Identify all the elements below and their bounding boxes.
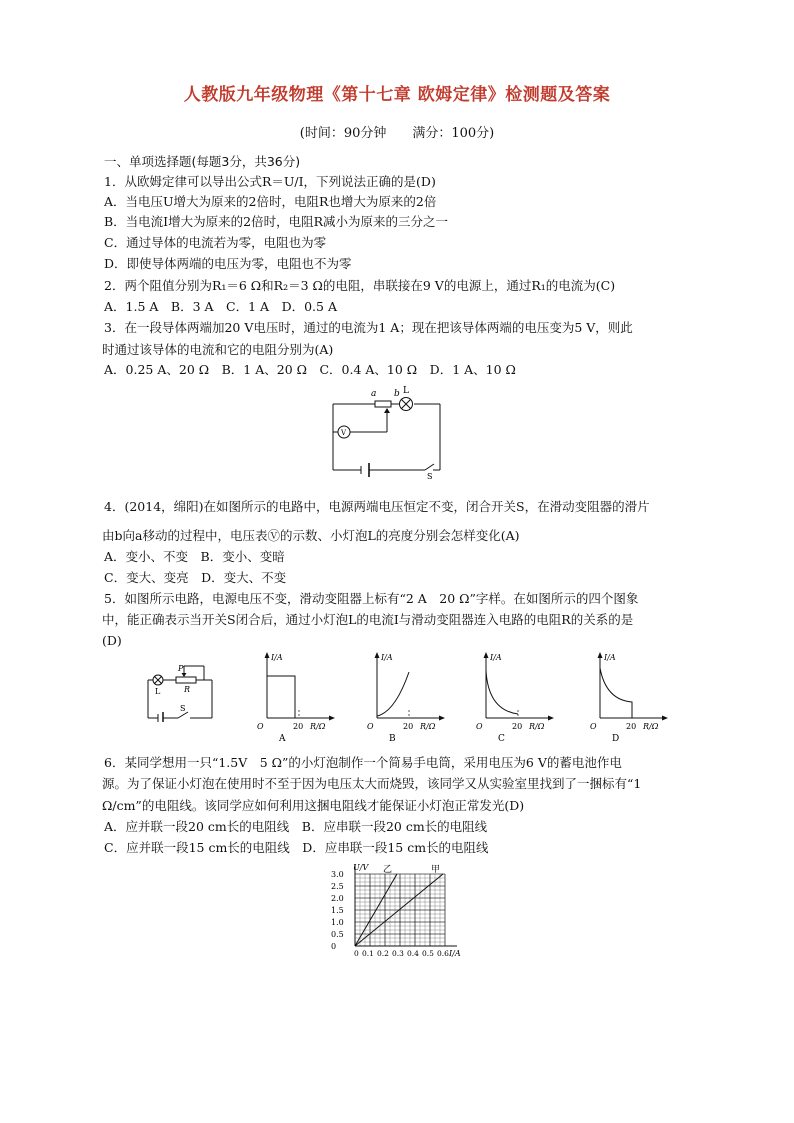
y-arrow <box>598 652 603 658</box>
q5-stem-1: 5．如图所示电路，电源电压不变，滑动变阻器上标有“2 A 20 Ω”字样。在如图所示的四个图象 <box>104 591 639 606</box>
curve <box>377 672 409 716</box>
curve <box>267 676 295 718</box>
q6-ylabel: U/V <box>353 863 369 872</box>
q6-stem-1: 6．某同学想用一只“1.5V 5 Ω”的小灯泡制作一个简易手电筒，采用电压为6 V的蓄电池作电 <box>104 755 622 770</box>
caption: C <box>498 734 505 742</box>
label-lamp: L <box>155 687 161 696</box>
x-tick-0: 0 <box>354 949 359 958</box>
series-label-yi: 乙 <box>383 865 393 875</box>
label-b: b <box>394 389 400 399</box>
ylabel: I/A <box>381 653 393 662</box>
label-r: R <box>184 685 191 694</box>
q5-stem-2: 中，能正确表示当开关S闭合后，通过小灯泡L的电流I与滑动变阻器连入电路的电阻R的关系的是 <box>102 612 634 627</box>
y-tick: 0.5 <box>331 930 344 939</box>
q3-stem-2: 时通过该导体的电流和它的电阻分别为(A) <box>102 342 334 357</box>
y-arrow <box>375 652 380 658</box>
q6-options-cd: C．应并联一段15 cm长的电阻线 D．应串联一段15 cm长的电阻线 <box>104 840 489 855</box>
q2-stem: 2．两个阻值分别为R₁＝6 Ω和R₂＝3 Ω的电阻，串联接在9 V的电源上，通过R₁的电流为(C) <box>104 278 616 293</box>
q2-options: A．1.5 A B．3 A C．1 A D．0.5 A <box>104 299 337 314</box>
y-tick: 3.0 <box>331 870 344 879</box>
xlabel: R/Ω <box>310 722 326 731</box>
q6-stem-2: 源。为了保证小灯泡在使用时不至于因为电压太大而烧毁，该同学又从实验室里找到了一捆标有“1 <box>102 776 642 791</box>
q1-option-c: C．通过导体的电流若为零，电阻也为零 <box>104 235 327 250</box>
y-tick: 2.0 <box>331 894 344 903</box>
x-arrow <box>548 716 554 721</box>
y-arrow <box>484 652 489 658</box>
x-arrow <box>439 716 445 721</box>
q6-xlabel: I/A <box>449 949 461 958</box>
q3-options: A．0.25 A、20 Ω B．1 A、20 Ω C．0.4 A、10 Ω D．1 A、10 Ω <box>104 362 516 377</box>
q4-options-cd: C．变大、变亮 D．变大、不变 <box>104 570 287 585</box>
x-arrow <box>329 716 335 721</box>
exam-info: (时间：90分钟 满分：100分) <box>299 126 495 141</box>
y-tick: 1.0 <box>331 918 344 927</box>
q1-option-d: D．即使导体两端的电压为零，电阻也不为零 <box>104 256 352 271</box>
ylabel: I/A <box>271 653 283 662</box>
q4-options-ab: A．变小、不变 B．变小、变暗 <box>104 549 285 564</box>
q1-stem: 1．从欧姆定律可以导出公式R＝U/I，下列说法正确的是(D) <box>104 174 436 189</box>
graph-b <box>365 650 455 742</box>
label-switch: S <box>180 704 186 713</box>
x-tick: 0.5 <box>422 949 434 958</box>
origin: O <box>476 722 483 731</box>
q1-option-b: B．当电流I增大为原来的2倍时，电阻R减小为原来的三分之一 <box>104 214 448 229</box>
q1-option-a: A．当电压U增大为原来的2倍时，电阻R也增大为原来的2倍 <box>104 194 437 209</box>
x-tick: 0.2 <box>377 949 389 958</box>
q6-stem-3: Ω/cm”的电阻线。该同学应如何利用这捆电阻线才能保证小灯泡正常发光(D) <box>102 798 525 813</box>
caption: A <box>279 734 286 742</box>
q4-stem-1: 4．(2014，绵阳)在如图所示的电路中，电源两端电压恒定不变，闭合开关S，在滑动变阻器的滑片 <box>104 499 650 514</box>
ylabel: I/A <box>604 653 616 662</box>
x-arrow <box>662 716 668 721</box>
origin: O <box>257 722 264 731</box>
q4-stem-2: 由b向a移动的过程中，电压表Ⓥ的示数、小灯泡L的亮度分别会怎样变化(A) <box>102 528 520 543</box>
graph-a <box>255 650 345 742</box>
q4-circuit-diagram <box>325 382 460 482</box>
x-tick: 0.1 <box>362 949 374 958</box>
y-tick: 1.5 <box>331 906 344 915</box>
xlabel: R/Ω <box>529 722 545 731</box>
tick-20: 20 <box>403 722 414 731</box>
origin: O <box>590 722 597 731</box>
section-heading: 一、单项选择题(每题3分，共36分) <box>104 154 301 169</box>
tick-20: 20 <box>626 722 637 731</box>
q6-options-ab: A．应并联一段20 cm长的电阻线 B．应串联一段20 cm长的电阻线 <box>104 819 488 834</box>
ylabel: I/A <box>490 653 502 662</box>
origin: O <box>367 722 374 731</box>
tick-20: 20 <box>293 722 304 731</box>
q5-circuit-diagram <box>140 660 220 722</box>
y-tick: 0 <box>331 942 337 951</box>
xlabel: R/Ω <box>643 722 659 731</box>
caption: B <box>389 734 396 742</box>
label-lamp: L <box>403 386 409 396</box>
y-tick: 2.5 <box>331 882 344 891</box>
x-tick: 0.3 <box>392 949 404 958</box>
curve <box>600 668 632 718</box>
x-tick: 0.6 <box>437 949 449 958</box>
graph-c <box>474 650 564 742</box>
series-label-jia: 甲 <box>431 865 441 875</box>
curve <box>486 670 518 714</box>
tick-20: 20 <box>512 722 523 731</box>
label-a: a <box>371 389 377 399</box>
q3-stem-1: 3．在一段导体两端加20 V电压时，通过的电流为1 A；现在把该导体两端的电压变为5 V，则此 <box>104 320 633 335</box>
page-title: 人教版九年级物理《第十七章 欧姆定律》检测题及答案 <box>183 85 611 105</box>
q6-u-i-graph <box>325 860 475 960</box>
caption: D <box>612 734 620 742</box>
xlabel: R/Ω <box>420 722 436 731</box>
q5-stem-3: (D) <box>102 633 122 648</box>
y-arrow <box>265 652 270 658</box>
voltmeter-icon: V <box>341 429 347 437</box>
label-p: P <box>178 664 184 673</box>
graph-d <box>588 650 678 742</box>
x-tick: 0.4 <box>407 949 419 958</box>
label-switch: S <box>427 472 433 481</box>
